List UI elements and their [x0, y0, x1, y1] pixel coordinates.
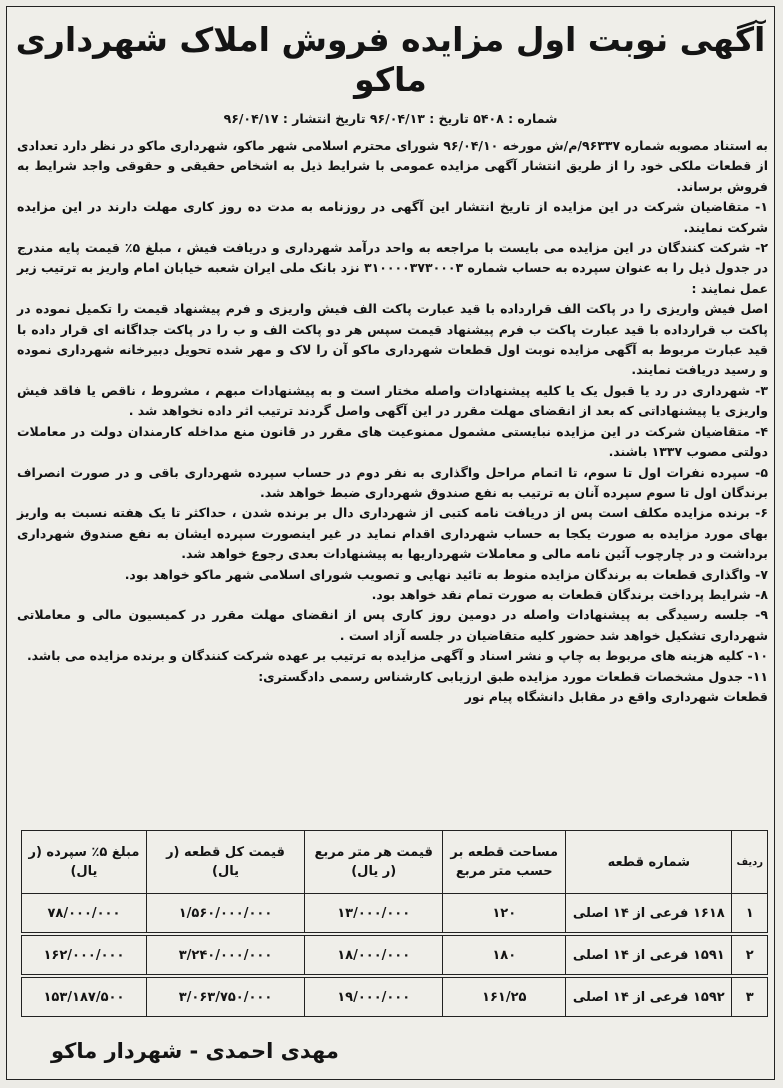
table-row [22, 894, 768, 933]
intro-paragraph: به استناد مصوبه شماره ۹۶۳۳۷/م/ش مورخه ۹۶/۰۴/۱۰ شورای محترم اسلامی شهر ماکو، شهرداری ماکو در نظر دارد تعدادی از قطعات ملکی خود را از طریق انتشار آگهی مزایده عمومی با شرایط ذیل به اشخاص حقیقی و حقوقی واجد شرایط به فروش برساند. [17, 138, 768, 194]
notice-title: آگهی نوبت اول مزایده فروش املاک شهرداری ماکو [15, 20, 766, 99]
clause-6: ۶- برنده مزایده مکلف است پس از دریافت نامه کتبی از شهرداری دال بر برنده شدن ، حداکثر تا یک هفته نسبت به واریز بهای مورد مزایده به صورت یکجا به حساب شهرداری اقدام نماید در غیر اینصورت سپرده ایشان به نفع صندوق شهرداری برداشت و در چارچوب آئین نامه مالی و معاملات شهرداریها به پیشنهادات بعدی رجوع خواهد شد. [17, 505, 768, 562]
cell-row-number: ۱ [732, 894, 768, 933]
parcels-table [21, 830, 768, 1017]
table-header-row [22, 831, 768, 894]
cell-area: ۱۸۰ [443, 936, 566, 975]
clause-5: ۵- سپرده نفرات اول تا سوم، تا اتمام مراحل واگذاری به نفر دوم در حساب سپرده شهرداری باقی و در صورت انصراف برندگان اول تا سوم سپرده آنان به ترتیب به نفع صندوق شهرداری ضبط خواهد شد. [17, 464, 768, 500]
cell-area: ۱۶۱/۲۵ [443, 978, 566, 1017]
cell-row-number: ۳ [732, 978, 768, 1017]
clause-7: ۷- واگذاری قطعات به برندگان مزایده منوط به تائید نهایی و تصویب شورای اسلامی شهر ماکو خواهد بود. [124, 566, 768, 582]
header-total-price: قیمت کل قطعه (ر یال) [146, 831, 304, 894]
clause-11: ۱۱- جدول مشخصات قطعات مورد مزایده طبق ارزیابی کارشناس رسمی دادگستری: [258, 668, 768, 684]
notice-page [6, 6, 775, 1080]
cell-price-per-meter: ۱۸/۰۰۰/۰۰۰ [305, 936, 443, 975]
cell-price-per-meter: ۱۹/۰۰۰/۰۰۰ [305, 978, 443, 1017]
cell-parcel-number: ۱۵۹۱ فرعی از ۱۴ اصلی [566, 936, 732, 975]
signature: مهدی احمدی - شهردار ماکو [51, 1039, 339, 1063]
header-parcel-number: شماره قطعه [566, 831, 732, 894]
clause-9: ۹- جلسه رسیدگی به پیشنهادات واصله در دومین روز کاری پس از انقضای مهلت مقرر در کمیسیون مالی و معاملاتی شهرداری تشکیل خواهد شد حضور کلیه متقاضیان در جلسه آزاد است . [17, 607, 768, 643]
cell-price-per-meter: ۱۳/۰۰۰/۰۰۰ [305, 894, 443, 933]
cell-parcel-number: ۱۵۹۲ فرعی از ۱۴ اصلی [566, 978, 732, 1017]
clause-8: ۸- شرایط پرداخت برندگان قطعات به صورت تمام نقد خواهد بود. [371, 586, 768, 602]
cell-parcel-number: ۱۶۱۸ فرعی از ۱۴ اصلی [566, 894, 732, 933]
clause-4: ۴- متقاضیان شرکت در این مزایده نبایستی مشمول ممنوعیت های مقرر در قانون منع مداخله کارمندان دولت در معاملات دولتی مصوب ۱۳۳۷ باشند. [17, 423, 768, 460]
cell-deposit: ۱۶۲/۰۰۰/۰۰۰ [22, 936, 147, 975]
cell-total-price: ۳/۲۴۰/۰۰۰/۰۰۰ [146, 936, 304, 975]
clause-2-detail: اصل فیش واریزی را در پاکت الف قرارداده با قید عبارت پاکت الف فیش واریزی و فرم پیشنهاد قیمت را تکمیل نموده در پاکت ب قرارداده با قید عبارت پاکت ب فرم پیشنهاد قیمت سپس هر دو پاکت الف و ب را در پاکت جداگانه ای قرار داده با قید عبارت مربوط به آگهی مزایده نوبت اول قطعات شهرداری ماکو آن را لاک و مهر شده تحویل دبیرخانه شهرداری نموده و رسید دریافت نمایند. [17, 301, 768, 378]
notice-meta: شماره : ۵۴۰۸ تاریخ : ۹۶/۰۴/۱۳ تاریخ انتشار : ۹۶/۰۴/۱۷ [223, 111, 558, 126]
cell-row-number: ۲ [732, 936, 768, 975]
cell-area: ۱۲۰ [443, 894, 566, 933]
table-row [22, 936, 768, 975]
cell-deposit: ۷۸/۰۰۰/۰۰۰ [22, 894, 147, 933]
cell-total-price: ۱/۵۶۰/۰۰۰/۰۰۰ [146, 894, 304, 933]
cell-deposit: ۱۵۳/۱۸۷/۵۰۰ [22, 978, 147, 1017]
header-area: مساحت قطعه بر حسب متر مربع [443, 831, 566, 894]
header-row-number: ردیف [732, 831, 768, 894]
table-row [22, 978, 768, 1017]
clause-3: ۳- شهرداری در رد یا قبول یک یا کلیه پیشنهادات واصله مختار است و به پیشنهادات مبهم ، مشروط ، ناقص یا فاقد فیش واریزی یا پیشنهاداتی که بعد از انقضای مهلت مقرر در این آگهی واصل گردند ترتیب اثر داده نخواهد شد . [17, 382, 768, 419]
header-price-per-meter: قیمت هر متر مربع (ر یال) [305, 831, 443, 894]
table-caption: قطعات شهرداری واقع در مقابل دانشگاه پیام نور [464, 688, 768, 704]
notice-body [17, 136, 768, 707]
clause-10: ۱۰- کلیه هزینه های مربوط به چاپ و نشر اسناد و آگهی مزایده به ترتیب بر عهده شرکت کنندگان و برنده مزایده می باشد. [26, 648, 768, 664]
header-deposit: مبلغ ۵٪ سپرده (ر یال) [22, 831, 147, 894]
clause-1: ۱- متقاضیان شرکت در این مزایده از تاریخ انتشار این آگهی در روزنامه به مدت ده روز کاری مهلت دارند در این مزایده شرکت نمایند. [17, 199, 768, 235]
clause-2: ۲- شرکت کنندگان در این مزایده می بایست با مراجعه به واحد درآمد شهرداری و دریافت فیش ، مبلغ ۵٪ قیمت پایه مندرج در جدول ذیل را به عنوان سپرده به حساب شماره ۳۱۰۰۰۰۳۷۳۰۰۰۳ نزد بانک ملی ایران شعبه خیابان امام واریز به ترتیب زیر عمل نمایند : [17, 240, 768, 296]
cell-total-price: ۳/۰۶۳/۷۵۰/۰۰۰ [146, 978, 304, 1017]
